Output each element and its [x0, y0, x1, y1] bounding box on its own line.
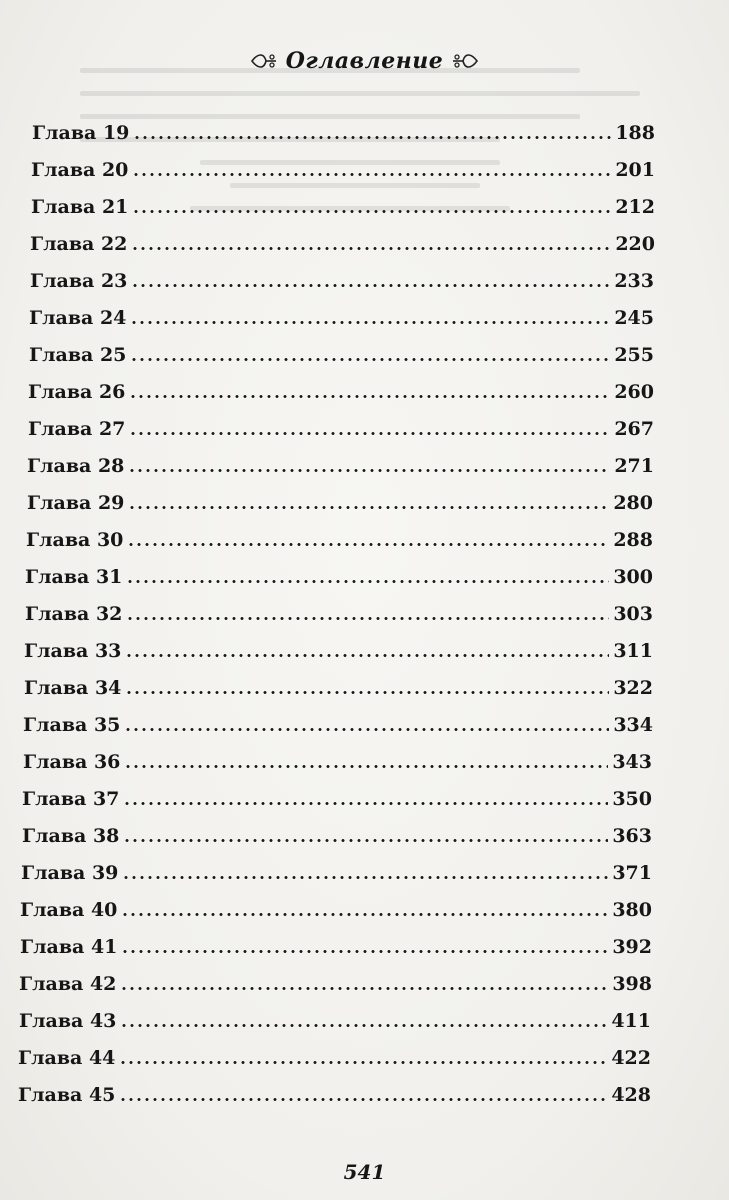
chapter-page-number: 334: [613, 714, 653, 736]
chapter-label: Глава 27: [28, 418, 126, 440]
toc-entry: [23, 706, 653, 736]
toc-entry: [31, 188, 655, 218]
toc-entry: [18, 1076, 651, 1106]
toc-entry: [29, 336, 654, 366]
chapter-label: Глава 30: [26, 529, 124, 551]
toc-entry: [24, 669, 653, 699]
toc-entry: [18, 1039, 651, 1069]
chapter-page-number: 380: [612, 899, 652, 921]
dot-leader: [130, 358, 610, 361]
chapter-label: Глава 28: [27, 455, 125, 477]
dot-leader: [129, 395, 610, 398]
chapter-label: Глава 20: [31, 159, 129, 181]
chapter-label: Глава 19: [32, 122, 130, 144]
chapter-label: Глава 22: [30, 233, 128, 255]
toc-entry: [25, 595, 653, 625]
chapter-page-number: 271: [614, 455, 654, 477]
chapter-page-number: 280: [613, 492, 653, 514]
dot-leader: [129, 432, 610, 435]
chapter-label: Глава 43: [19, 1010, 117, 1032]
dot-leader: [126, 580, 609, 583]
chapter-page-number: 260: [614, 381, 654, 403]
chapter-page-number: 188: [615, 122, 655, 144]
left-ornament-icon: [250, 51, 278, 71]
toc-entry: [21, 854, 652, 884]
dot-leader: [124, 728, 609, 731]
toc-entry: [22, 817, 652, 847]
chapter-label: Глава 36: [23, 751, 121, 773]
chapter-label: Глава 21: [31, 196, 129, 218]
dot-leader: [119, 1098, 607, 1101]
toc-entry: [31, 151, 655, 181]
toc-entry: [29, 299, 654, 329]
dot-leader: [131, 284, 610, 287]
chapter-label: Глава 39: [21, 862, 119, 884]
dot-leader: [123, 839, 608, 842]
page-number: 541: [343, 1160, 386, 1184]
toc-header: [0, 48, 729, 74]
dot-leader: [121, 913, 608, 916]
toc-entry: [23, 743, 652, 773]
chapter-label: Глава 40: [20, 899, 118, 921]
chapter-page-number: 288: [613, 529, 653, 551]
chapter-label: Глава 35: [23, 714, 121, 736]
dot-leader: [126, 617, 609, 620]
dot-leader: [130, 321, 610, 324]
chapter-page-number: 350: [612, 788, 652, 810]
chapter-label: Глава 34: [24, 677, 122, 699]
toc-entry: [22, 780, 652, 810]
chapter-page-number: 220: [615, 233, 655, 255]
toc-entry: [25, 558, 653, 588]
chapter-page-number: 245: [614, 307, 654, 329]
chapter-page-number: 201: [615, 159, 655, 181]
chapter-page-number: 311: [613, 640, 653, 662]
chapter-label: Глава 24: [29, 307, 127, 329]
toc-entry: [20, 928, 652, 958]
dot-leader: [127, 543, 609, 546]
toc-entry: [27, 484, 653, 514]
dot-leader: [122, 876, 608, 879]
chapter-page-number: 343: [612, 751, 652, 773]
dot-leader: [131, 247, 611, 250]
chapter-label: Глава 29: [27, 492, 125, 514]
chapter-page-number: 212: [615, 196, 655, 218]
chapter-label: Глава 41: [20, 936, 118, 958]
chapter-label: Глава 32: [25, 603, 123, 625]
toc-entry: [27, 447, 654, 477]
dot-leader: [121, 950, 608, 953]
chapter-page-number: 303: [613, 603, 653, 625]
chapter-label: Глава 25: [29, 344, 127, 366]
chapter-label: Глава 31: [25, 566, 123, 588]
chapter-page-number: 422: [611, 1047, 651, 1069]
chapter-label: Глава 33: [24, 640, 122, 662]
dot-leader: [133, 136, 611, 139]
dot-leader: [123, 802, 608, 805]
toc-entry: [19, 1002, 651, 1032]
chapter-label: Глава 23: [30, 270, 128, 292]
toc-entry: [28, 410, 654, 440]
dot-leader: [119, 1061, 607, 1064]
chapter-label: Глава 37: [22, 788, 120, 810]
toc-title: Оглавление: [285, 48, 444, 74]
chapter-label: Глава 45: [18, 1084, 116, 1106]
dot-leader: [120, 1024, 607, 1027]
chapter-label: Глава 42: [19, 973, 117, 995]
toc-entry: [20, 891, 652, 921]
toc-entry: [30, 262, 654, 292]
dot-leader: [125, 654, 609, 657]
dot-leader: [132, 173, 611, 176]
dot-leader: [132, 210, 611, 213]
chapter-page-number: 411: [611, 1010, 651, 1032]
chapter-page-number: 428: [611, 1084, 651, 1106]
chapter-label: Глава 38: [22, 825, 120, 847]
dot-leader: [124, 765, 608, 768]
dot-leader: [128, 506, 609, 509]
toc-entry: [32, 114, 655, 144]
chapter-page-number: 363: [612, 825, 652, 847]
right-ornament-icon: [451, 51, 479, 71]
chapter-page-number: 267: [614, 418, 654, 440]
toc-entry: [30, 225, 655, 255]
dot-leader: [120, 987, 608, 990]
dot-leader: [125, 691, 609, 694]
chapter-label: Глава 26: [28, 381, 126, 403]
chapter-page-number: 392: [612, 936, 652, 958]
chapter-page-number: 300: [613, 566, 653, 588]
toc-entry: [28, 373, 654, 403]
toc-entry: [19, 965, 652, 995]
chapter-page-number: 322: [613, 677, 653, 699]
chapter-page-number: 233: [614, 270, 654, 292]
chapter-page-number: 398: [612, 973, 652, 995]
chapter-page-number: 371: [612, 862, 652, 884]
toc-entry: [24, 632, 653, 662]
chapter-label: Глава 44: [18, 1047, 116, 1069]
dot-leader: [128, 469, 610, 472]
chapter-page-number: 255: [614, 344, 654, 366]
toc-entry: [26, 521, 653, 551]
